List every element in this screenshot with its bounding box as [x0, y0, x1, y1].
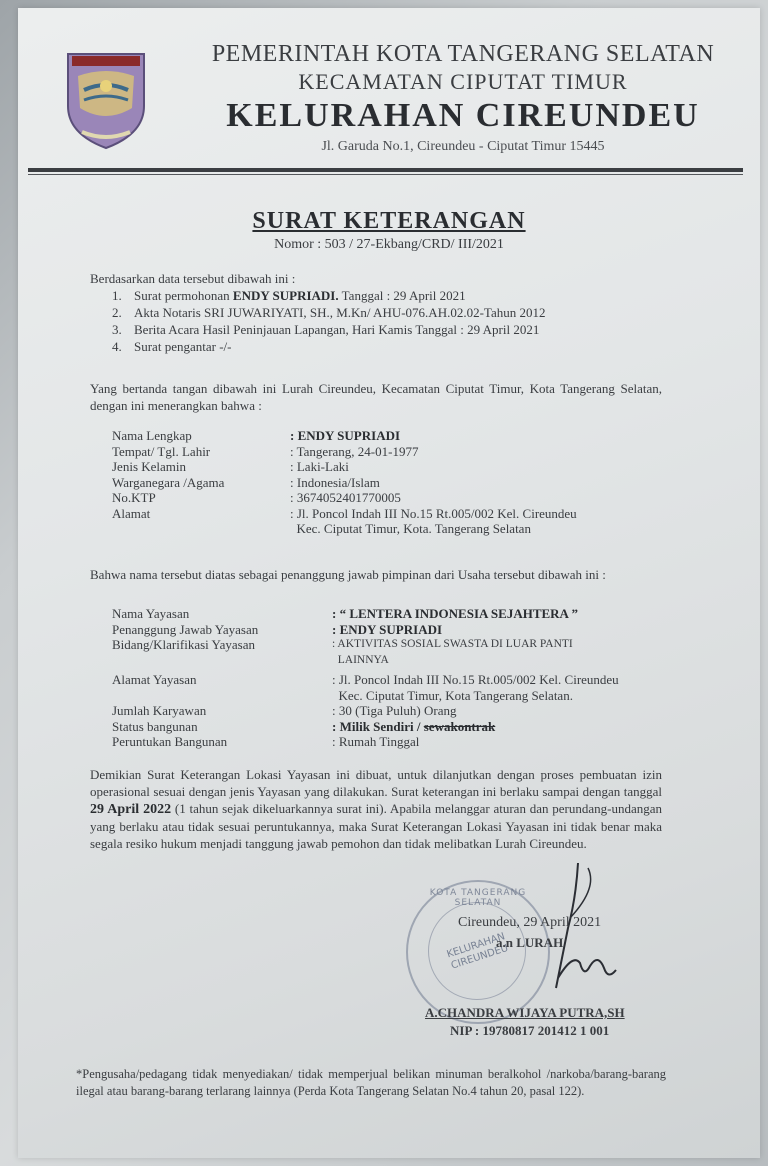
letter-page — [18, 8, 760, 1158]
signatory-name: A.CHANDRA WIJAYA PUTRA,SH — [425, 1005, 625, 1020]
handwritten-signature-icon — [518, 858, 638, 1008]
office-address: Jl. Garuda No.1, Cireundeu - Ciputat Timur 15445 — [321, 139, 605, 154]
person-row: Kec. Ciputat Timur, Kota. Tangerang Selatan — [290, 521, 531, 536]
village-name: KELURAHAN CIREUNDEU — [226, 97, 700, 134]
person-row: Nama Lengkap : ENDY SUPRIADI — [112, 428, 401, 443]
sign-place-date: Cireundeu, 29 April 2021 — [458, 915, 602, 930]
letterhead — [168, 40, 758, 158]
header-rule-thin — [28, 174, 743, 175]
person-row: No.KTP : 3674052401770005 — [112, 490, 401, 505]
basis-item: 4. Surat pengantar -/- — [112, 339, 232, 354]
header-rule-thick — [28, 168, 743, 172]
foundation-row: Jumlah Karyawan : 30 (Tiga Puluh) Orang — [112, 703, 457, 718]
foundation-row: Nama Yayasan : “ LENTERA INDONESIA SEJAHTERA ” — [112, 606, 578, 621]
person-table — [112, 428, 672, 537]
government-name: PEMERINTAH KOTA TANGERANG SELATAN — [211, 41, 715, 67]
person-row: Jenis Kelamin : Laki-Laki — [112, 459, 349, 474]
official-stamp: KOTA TANGERANG SELATAN KELURAHAN CIREUNDEU — [406, 880, 550, 1024]
basis-list — [112, 287, 690, 355]
foundation-row: Bidang/Klarifikasi Yayasan : AKTIVITAS SOSIAL SWASTA DI LUAR PANTI — [112, 637, 573, 652]
tangsel-emblem-icon — [62, 46, 150, 152]
closing-paragraph: Demikian Surat Keterangan Lokasi Yayasan ini dibuat, untuk dilanjutkan dengan proses pembuatan izin operasional sesuai dengan jenis Yayasan yang dilakukan. Surat keterangan ini berlaku sampai dengan tanggal 29 April 2022 (1 tahun sejak dikeluarkannya surat ini). Apabila melanggar aturan dan perundang-undangan yang berlaku atau tidak sesuai peruntukannya, maka Surat Keterangan Lokasi Yayasan ini tidak benar maka segala resiko hukum menjadi tanggung jawab pemohon dan tidak melibatkan Lurah Cireundeu. — [90, 767, 662, 851]
basis-item: 1. Surat permohonan ENDY SUPRIADI. Tanggal : 29 April 2021 — [112, 288, 466, 303]
district-name: KECAMATAN CIPUTAT TIMUR — [298, 69, 628, 94]
foundation-row: Penanggung Jawab Yayasan : ENDY SUPRIADI — [112, 621, 443, 637]
basis-item: 2. Akta Notaris SRI JUWARIYATI, SH., M.Kn/ AHU-076.AH.02.02-Tahun 2012 — [112, 305, 546, 320]
basis-item: 3. Berita Acara Hasil Peninjauan Lapangan, Hari Kamis Tanggal : 29 April 2021 — [112, 322, 540, 337]
foundation-row: Alamat Yayasan : Jl. Poncol Indah III No.15 Rt.005/002 Kel. Cireundeu — [112, 672, 619, 687]
responsible-paragraph: Bahwa nama tersebut diatas sebagai penanggung jawab pimpinan dari Usaha tersebut dibawah ini : — [90, 567, 606, 582]
letter-heading: SURAT KETERANGAN — [252, 208, 526, 234]
basis-intro: Berdasarkan data tersebut dibawah ini : — [90, 271, 296, 286]
footnote: *Pengusaha/pedagang tidak menyediakan/ tidak memperjual belikan minuman beralkohol /narkoba/barang-barang ilegal atau barang-barang terlarang lainnya (Perda Kota Tangerang Selatan No.4 tahun 20, pasal 122). — [76, 1067, 666, 1098]
sign-role: a.n LURAH — [496, 935, 564, 950]
letter-title — [18, 208, 760, 253]
building-use-row: Peruntukan Bangunan : Rumah Tinggal — [112, 734, 420, 749]
person-row: Warganegara /Agama : Indonesia/Islam — [112, 474, 380, 490]
signatory-nip: NIP : 19780817 201412 1 001 — [450, 1023, 610, 1038]
foundation-table — [112, 606, 672, 750]
foundation-row: Kec. Ciputat Timur, Kota Tangerang Selatan. — [332, 687, 573, 703]
letter-number: Nomor : 503 / 27-Ekbang/CRD/ III/2021 — [274, 237, 504, 252]
building-status-row: Status bangunan : Milik Sendiri / sewakontrak — [112, 718, 496, 734]
foundation-row: LAINNYA — [332, 653, 389, 666]
person-row: Tempat/ Tgl. Lahir : Tangerang, 24-01-1977 — [112, 443, 419, 459]
person-row: Alamat : Jl. Poncol Indah III No.15 Rt.005/002 Kel. Cireundeu — [112, 505, 577, 521]
declaration-paragraph: Yang bertanda tangan dibawah ini Lurah Cireundeu, Kecamatan Ciputat Timur, Kota Tangerang Selatan, dengan ini menerangkan bahwa : — [90, 381, 662, 413]
basis-section — [90, 270, 690, 355]
